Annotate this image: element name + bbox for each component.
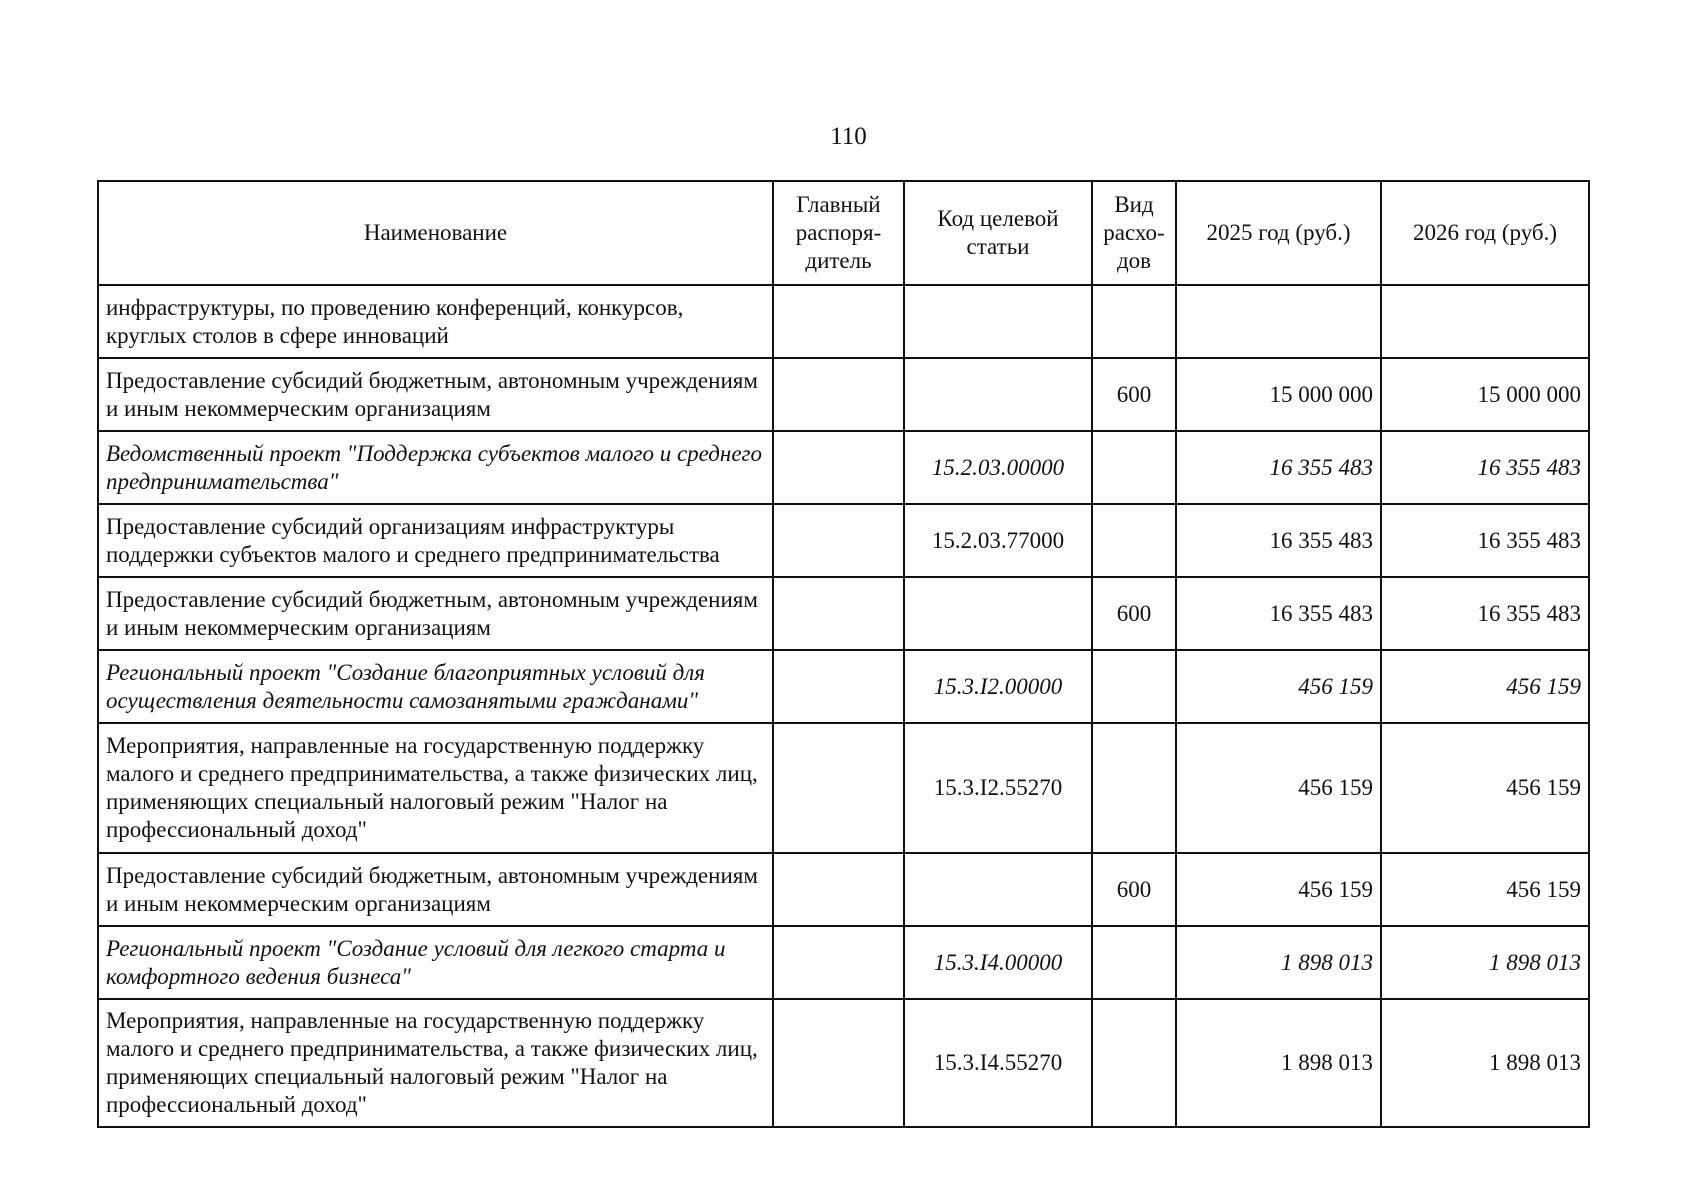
row-name: Мероприятия, направленные на государственную поддержку малого и среднего предпринимательства, а также физических лиц, применяющих специальный налоговый режим "Налог на профессиональный доход" [98,723,773,853]
row-manager [773,358,904,431]
row-manager [773,999,904,1127]
row-code [904,358,1092,431]
row-2025: 456 159 [1176,650,1381,723]
row-code: 15.3.I2.00000 [904,650,1092,723]
table-row [98,285,1589,358]
row-code [904,853,1092,926]
row-name: Предоставление субсидий бюджетным, автономным учреждениям и иным некоммерческим организациям [98,853,773,926]
table-row [98,926,1589,999]
row-name: Предоставление субсидий бюджетным, автономным учреждениям и иным некоммерческим организациям [98,577,773,650]
row-2026: 456 159 [1381,723,1589,853]
table-row [98,853,1589,926]
row-type [1092,285,1176,358]
header-name: Наименование [98,181,773,285]
page-number: 110 [830,123,867,150]
row-2025: 16 355 483 [1176,577,1381,650]
header-type: Вид расхо-дов [1092,181,1176,285]
row-type: 600 [1092,577,1176,650]
row-name: Региональный проект "Создание условий для легкого старта и комфортного ведения бизнеса" [98,926,773,999]
row-2026: 456 159 [1381,853,1589,926]
table-row [98,723,1589,853]
row-name: инфраструктуры, по проведению конференций, конкурсов, круглых столов в сфере инноваций [98,285,773,358]
table-row [98,650,1589,723]
row-code: 15.2.03.00000 [904,431,1092,504]
row-code: 15.2.03.77000 [904,504,1092,577]
row-type [1092,723,1176,853]
row-code [904,285,1092,358]
row-name: Региональный проект "Создание благоприятных условий для осуществления деятельности самозанятыми гражданами" [98,650,773,723]
table-row [98,577,1589,650]
row-2026: 456 159 [1381,650,1589,723]
row-2026: 16 355 483 [1381,577,1589,650]
row-code: 15.3.I2.55270 [904,723,1092,853]
row-2025 [1176,285,1381,358]
row-type [1092,926,1176,999]
row-type [1092,650,1176,723]
row-2025: 15 000 000 [1176,358,1381,431]
row-type [1092,431,1176,504]
header-2025: 2025 год (руб.) [1176,181,1381,285]
header-2026: 2026 год (руб.) [1381,181,1589,285]
row-2025: 456 159 [1176,853,1381,926]
table-row [98,999,1589,1127]
row-name: Мероприятия, направленные на государственную поддержку малого и среднего предпринимательства, а также физических лиц, применяющих специальный налоговый режим "Налог на профессиональный доход" [98,999,773,1127]
row-manager [773,431,904,504]
row-2025: 16 355 483 [1176,431,1381,504]
row-manager [773,853,904,926]
table-row [98,358,1589,431]
row-manager [773,650,904,723]
row-manager [773,577,904,650]
row-manager [773,285,904,358]
row-manager [773,723,904,853]
row-code [904,577,1092,650]
row-type [1092,504,1176,577]
row-type: 600 [1092,853,1176,926]
row-manager [773,926,904,999]
row-code: 15.3.I4.00000 [904,926,1092,999]
row-2026: 16 355 483 [1381,431,1589,504]
table-row [98,504,1589,577]
budget-table [97,180,1590,1128]
row-manager [773,504,904,577]
row-2026: 15 000 000 [1381,358,1589,431]
row-2025: 1 898 013 [1176,999,1381,1127]
header-code: Код целевой статьи [904,181,1092,285]
row-name: Предоставление субсидий организациям инфраструктуры поддержки субъектов малого и среднего предпринимательства [98,504,773,577]
row-2026: 1 898 013 [1381,926,1589,999]
row-2025: 1 898 013 [1176,926,1381,999]
row-2026: 1 898 013 [1381,999,1589,1127]
row-name: Ведомственный проект "Поддержка субъектов малого и среднего предпринимательства" [98,431,773,504]
row-name: Предоставление субсидий бюджетным, автономным учреждениям и иным некоммерческим организациям [98,358,773,431]
row-2026: 16 355 483 [1381,504,1589,577]
table-header-row [98,181,1589,285]
row-code: 15.3.I4.55270 [904,999,1092,1127]
table-row [98,431,1589,504]
row-2025: 456 159 [1176,723,1381,853]
row-type [1092,999,1176,1127]
row-2026 [1381,285,1589,358]
header-manager: Главный распоря-дитель [773,181,904,285]
row-2025: 16 355 483 [1176,504,1381,577]
row-type: 600 [1092,358,1176,431]
